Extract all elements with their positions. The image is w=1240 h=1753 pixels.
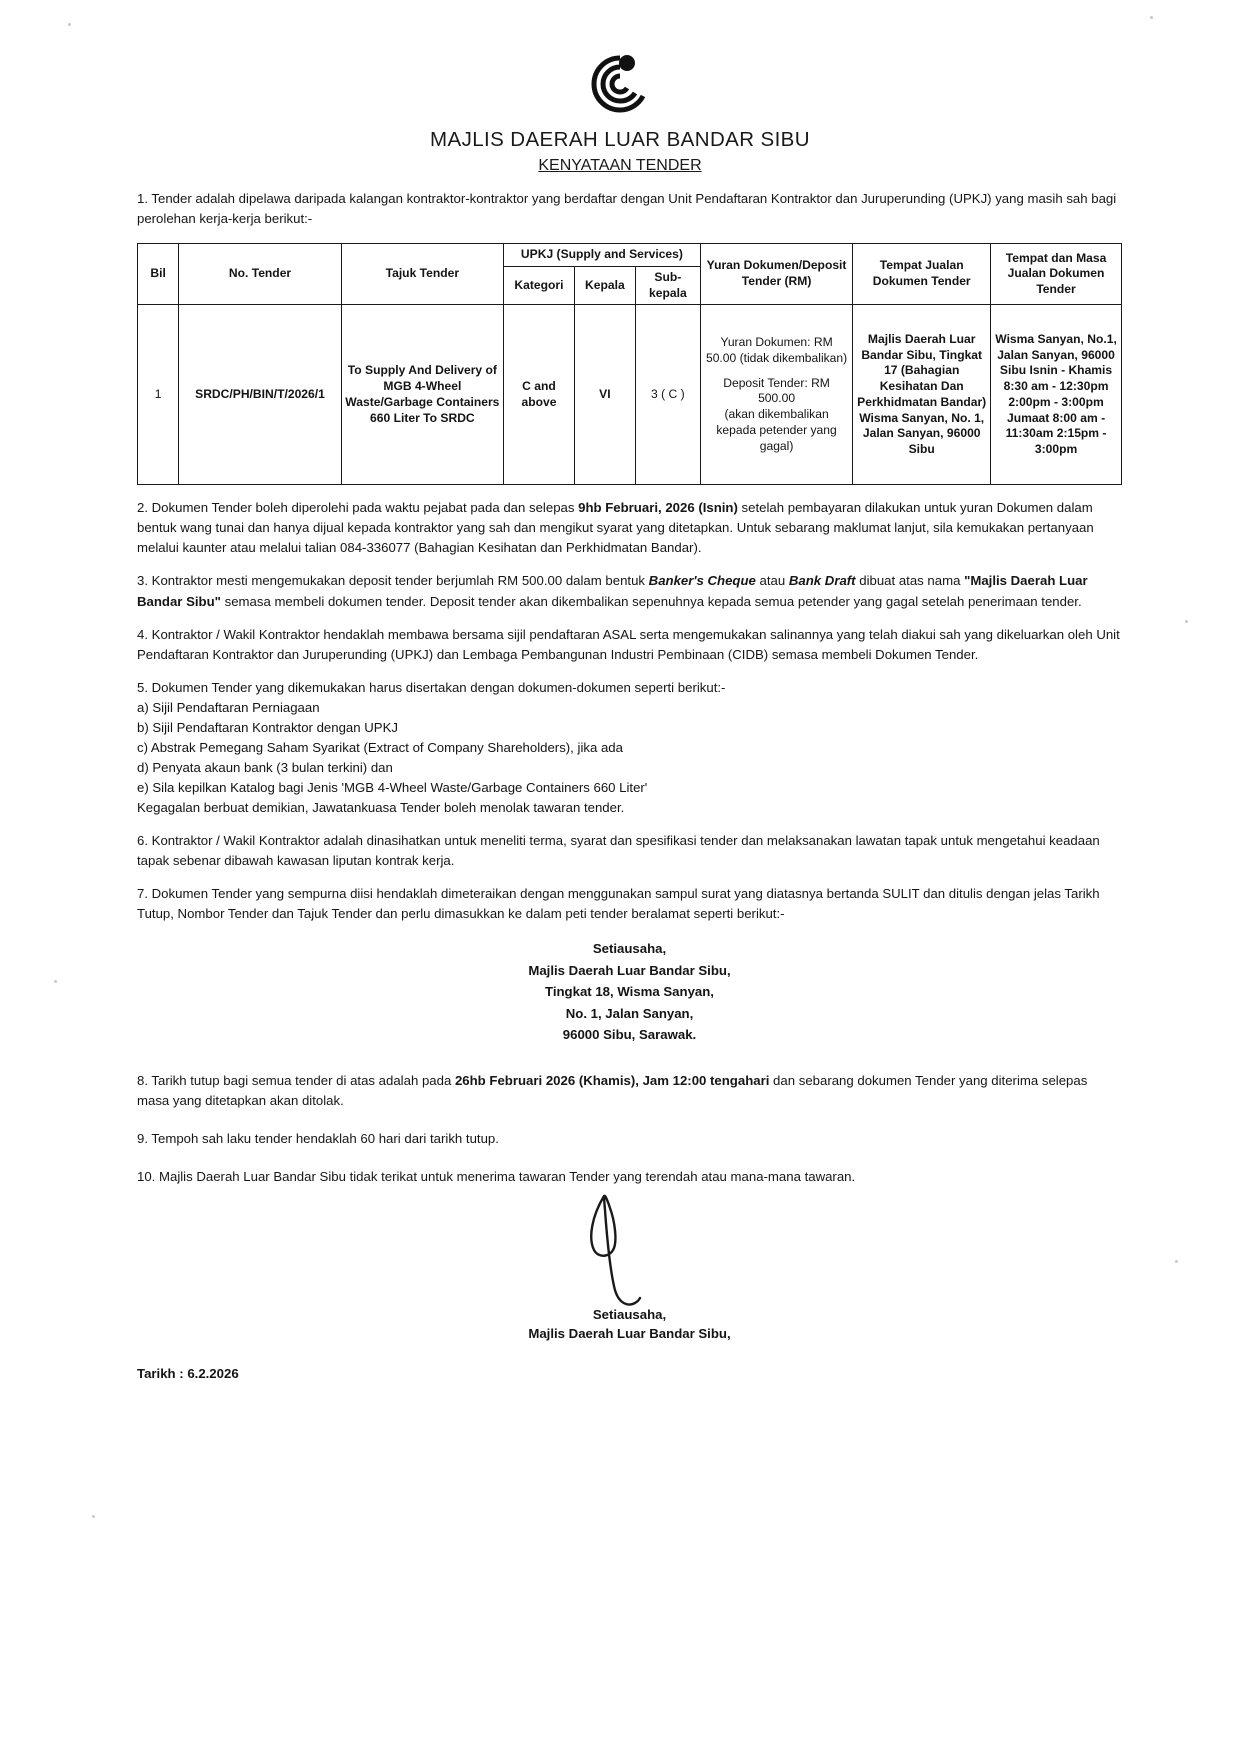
council-crest-icon [587,52,653,116]
signature-caption-line-1: Setiausaha, [592,1306,667,1322]
list-item: c) Abstrak Pemegang Saham Syarikat (Extract of Company Shareholders), jika ada [137,739,623,755]
th-kategori: Kategori [504,266,575,304]
deposit-note-text: (akan dikembalikan kepada petender yang gagal) [716,407,837,453]
clause-2 [137,498,1122,558]
cell-tempat-jualan: Majlis Daerah Luar Bandar Sibu, Tingkat 17 (Bahagian Kesihatan Dan Perkhidmatan Bandar) Wisma Sanyan, No. 1, Jalan Sanyan, 96000 Sibu [853,305,991,485]
organization-title: MAJLIS DAERAH LUAR BANDAR SIBU [430,128,810,151]
cell-kepala: VI [574,305,635,485]
clause-5-heading: 5. Dokumen Tender yang dikemukakan harus disertakan dengan dokumen-dokumen seperti berikut:- [137,679,726,695]
cell-kategori: C and above [504,305,575,485]
cell-tempat-masa: Wisma Sanyan, No.1, Jalan Sanyan, 96000 Sibu Isnin - Khamis 8:30 am - 12:30pm 2:00pm - 3:00pm Jumaat 8:00 am - 11:30am 2:15pm - 3:00pm [991,305,1122,485]
clause-3-part-c: dibuat atas nama [855,573,965,589]
th-tajuk-tender: Tajuk Tender [341,244,503,305]
clause-8-part-a: 8. Tarikh tutup bagi semua tender di atas adalah pada [137,1073,455,1089]
th-kepala: Kepala [574,266,635,304]
tender-box-address [137,938,1122,1045]
clause-2-part-a: 2. Dokumen Tender boleh diperolehi pada waktu pejabat pada dan selepas [137,500,579,516]
th-upkj: UPKJ (Supply and Services) [504,244,701,267]
yuran-spacer [704,367,850,376]
address-line: Tingkat 18, Wisma Sanyan, [545,984,714,1000]
list-item: e) Sila kepilkan Katalog bagi Jenis 'MGB 4-Wheel Waste/Garbage Containers 660 Liter' [137,780,648,796]
intro-paragraph: 1. Tender adalah dipelawa daripada kalangan kontraktor-kontraktor yang berdaftar dengan Unit Pendaftaran Kontraktor dan Juruperunding (UPKJ) yang masih sah bagi perolehan kerja-kerja berikut:- [137,191,1117,227]
clause-8-deadline: 26hb Februari 2026 (Khamis), Jam 12:00 tengahari [454,1073,770,1089]
clause-5-list [137,698,1122,818]
clause-3-bank-draft: Bank Draft [788,573,856,589]
clause-3-part-a: 3. Kontraktor mesti mengemukakan deposit tender berjumlah RM 500.00 dalam bentuk [137,573,649,589]
signature-caption-line-2: Majlis Daerah Luar Bandar Sibu, [528,1326,731,1342]
clause-8 [137,1071,1122,1111]
clause-3-part-b: atau [755,573,789,589]
handwritten-signature-icon [570,1194,690,1309]
table-header-row-1 [138,244,1122,267]
cell-bil: 1 [138,305,179,485]
address-line: Majlis Daerah Luar Bandar Sibu, [528,962,731,978]
document-body [0,189,1240,1381]
th-tempat-jualan: Tempat Jualan Dokumen Tender [853,244,991,305]
address-line: 96000 Sibu, Sarawak. [562,1026,697,1042]
clause-6: 6. Kontraktor / Wakil Kontraktor adalah dinasihatkan untuk meneliti terma, syarat dan spesifikasi tender dan melaksanakan lawatan tapak untuk mengetahui keadaan tapak sebenar dibawah kawasan liputan kontrak kerja. [137,833,1100,869]
clause-3-council-name: "Majlis Daerah Luar Bandar Sibu" [137,573,1088,609]
th-tempat-masa: Tempat dan Masa Jualan Dokumen Tender [991,244,1122,305]
clause-7: 7. Dokumen Tender yang sempurna diisi hendaklah dimeteraikan dengan menggunakan sampul surat yang diatasnya bertanda SULIT dan ditulis dengan jelas Tarikh Tutup, Nombor Tender dan Tajuk Tender dan perlu dimasukkan ke dalam peti tender beralamat seperti berikut:- [137,886,1100,922]
clause-3-part-d: semasa membeli dokumen tender. Deposit tender akan dikembalikan sepenuhnya kepada semua petender yang gagal setelah penerimaan tender. [220,593,1082,609]
tender-table [137,243,1122,485]
clause-2-part-b: setelah pembayaran dilakukan untuk yuran Dokumen dalam bentuk wang tunai dan hanya dijual kepada kontraktor yang sah dan mengikut syarat yang ditetapkan. Untuk sebarang maklumat lanjut, sila kemukakan pertanyaan melalui kaunter atau melalui talian 084-336077 (Bahagian Kesihatan dan Perkhidmatan Bandar). [137,500,1094,556]
document-subtitle: KENYATAAN TENDER [538,157,702,174]
deposit-tender-text: Deposit Tender: RM 500.00 [723,375,830,406]
list-item: b) Sijil Pendaftaran Kontraktor dengan UPKJ [137,719,398,735]
clause-3 [137,571,1122,611]
signature-area [137,1194,1122,1345]
address-line: Setiausaha, [592,941,667,957]
th-bil: Bil [138,244,179,305]
cell-no-tender: SRDC/PH/BIN/T/2026/1 [179,305,341,485]
cell-yuran [700,305,853,485]
clause-10: 10. Majlis Daerah Luar Bandar Sibu tidak terikat untuk menerima tawaran Tender yang terendah atau mana-mana tawaran. [137,1169,856,1185]
clause-8-part-b: dan sebarang dokumen Tender yang diterima selepas masa yang ditetapkan akan ditolak. [137,1073,1088,1109]
address-line: No. 1, Jalan Sanyan, [565,1005,694,1021]
clause-2-date: 9hb Februari, 2026 (Isnin) [578,500,738,516]
th-no-tender: No. Tender [179,244,341,305]
th-yuran: Yuran Dokumen/Deposit Tender (RM) [700,244,853,305]
table-row [138,305,1122,485]
clause-5-footer: Kegagalan berbuat demikian, Jawatankuasa Tender boleh menolak tawaran tender. [137,800,625,816]
clause-9: 9. Tempoh sah laku tender hendaklah 60 hari dari tarikh tutup. [137,1131,499,1147]
clause-3-bankers-cheque: Banker's Cheque [648,573,756,589]
logo-container [0,0,1240,175]
cell-tajuk-tender: To Supply And Delivery of MGB 4-Wheel Waste/Garbage Containers 660 Liter To SRDC [341,305,503,485]
yuran-dokumen-text: Yuran Dokumen: RM 50.00 (tidak dikembalikan) [705,335,848,365]
signature-caption [137,1305,1122,1345]
th-sub-kepala: Sub-kepala [635,266,700,304]
document-date: Tarikh : 6.2.2026 [137,1366,239,1382]
clause-4: 4. Kontraktor / Wakil Kontraktor hendaklah membawa bersama sijil pendaftaran ASAL serta mengemukakan salinannya yang telah diakui sah yang dikeluarkan oleh Unit Pendaftaran Kontraktor dan Juruperunding (UPKJ) dan Lembaga Pembangunan Industri Pembinaan (CIDB) semasa membeli Dokumen Tender. [137,626,1120,662]
list-item: d) Penyata akaun bank (3 bulan terkini) dan [137,759,393,775]
list-item: a) Sijil Pendaftaran Perniagaan [137,699,320,715]
cell-sub-kepala: 3 ( C ) [635,305,700,485]
